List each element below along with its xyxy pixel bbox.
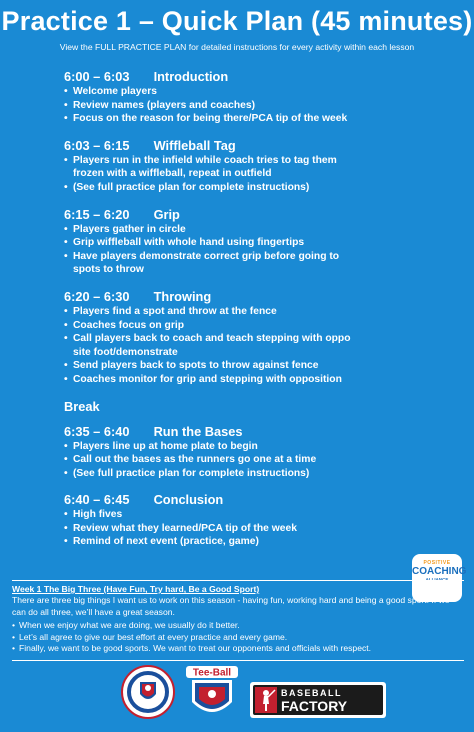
list-item: • (See full practice plan for complete instructions)	[64, 467, 353, 481]
section-introduction	[64, 68, 464, 126]
week-title: Week 1 The Big Three (Have Fun, Try hard, Be a Good Sport)	[12, 584, 260, 594]
section-time: 6:00 – 6:03	[64, 69, 130, 84]
logo-text: COACHING	[412, 566, 467, 577]
section-throwing	[64, 288, 464, 387]
section-conclusion	[64, 491, 464, 549]
section-header	[64, 423, 464, 440]
list-item: • Players line up at home plate to begin	[64, 440, 353, 454]
list-item: • Remind of next event (practice, game)	[64, 535, 353, 549]
tee-ball-logo	[184, 664, 240, 724]
section-time: 6:15 – 6:20	[64, 206, 130, 222]
baseball-factory-logo	[250, 682, 386, 718]
section-name: Wiffleball Tag	[153, 137, 236, 153]
section-time: 6:20 – 6:30	[64, 288, 130, 304]
list-item: • High fives	[64, 508, 353, 522]
list-item: • Coaches monitor for grip and stepping with opposition	[64, 373, 353, 387]
section-name: Grip	[153, 206, 180, 222]
section-name: Introduction	[153, 69, 229, 84]
list-item: • Call out the bases as the runners go one at a time	[64, 453, 353, 467]
logo-text: FACTORY	[281, 698, 348, 714]
week-intro: There are three big things I want us to work on this season - having fun, working hard and being a good sport. If we can do all three, we’ll have a great season.	[12, 595, 450, 617]
section-header	[64, 288, 464, 305]
list-item: • Coaches focus on grip	[64, 319, 353, 333]
section-header	[64, 68, 464, 85]
section-time: 6:03 – 6:15	[64, 137, 130, 153]
list-item: • Review what they learned/PCA tip of the week	[64, 522, 353, 536]
list-item: • Players run in the infield while coach tries to tag them frozen with a wiffleball, repeat in outfield	[64, 154, 353, 181]
list-item: • When we enjoy what we are doing, we usually do it better.	[12, 620, 464, 632]
bullet-list	[64, 85, 464, 126]
list-item: • Welcome players	[64, 85, 353, 99]
section-wiffleball-tag	[64, 137, 464, 195]
list-item: • Have players demonstrate correct grip before going to spots to throw	[64, 250, 353, 277]
list-item: • Review names (players and coaches)	[64, 99, 353, 113]
list-item: • Players find a spot and throw at the fence	[64, 305, 353, 319]
section-header	[64, 491, 464, 508]
section-name: Throwing	[153, 288, 212, 304]
list-item: • Finally, we want to be good sports. We want to treat our opponents and officials with respect.	[12, 643, 464, 655]
list-item: • Grip wiffleball with whole hand using fingertips	[64, 236, 353, 250]
page-subtitle: View the FULL PRACTICE PLAN for detailed instructions for every activity within each lesson	[59, 42, 415, 52]
logo-text: ALLIANCE	[425, 577, 449, 582]
divider	[12, 660, 464, 661]
bullet-list	[64, 508, 464, 549]
section-name: Run the Bases	[153, 423, 243, 439]
bullet-list	[64, 440, 464, 481]
bullet-list	[64, 223, 464, 277]
tee-ball-text: Tee-Ball	[192, 667, 232, 679]
section-header	[64, 137, 464, 154]
list-item: • Call players back to coach and teach stepping with oppo site foot/demonstrate	[64, 332, 353, 359]
section-name: Conclusion	[153, 492, 224, 508]
list-item: • Send players back to spots to throw against fence	[64, 359, 353, 373]
bullet-list	[64, 305, 464, 387]
schedule	[64, 68, 464, 560]
section-header	[64, 206, 464, 223]
break-label: Break	[64, 398, 100, 414]
section-grip	[64, 206, 464, 277]
batter-icon	[255, 687, 277, 713]
page-title: Practice 1 – Quick Plan (45 minutes)	[1, 6, 473, 36]
list-item: • (See full practice plan for complete instructions)	[64, 181, 353, 195]
week-box	[12, 580, 464, 655]
logo-text: POSITIVE	[423, 560, 451, 566]
section-run-the-bases	[64, 423, 464, 481]
section-time: 6:40 – 6:45	[64, 492, 130, 508]
tee-ball-emblem-icon	[184, 664, 240, 724]
bullet-list	[64, 154, 464, 195]
little-league-logo	[120, 664, 176, 720]
little-league-emblem-icon	[120, 664, 176, 720]
logo-text: BASEBALL	[281, 688, 342, 698]
week-bullet-list	[12, 620, 464, 655]
list-item: • Focus on the reason for being there/PCA tip of the week	[64, 112, 363, 126]
section-time: 6:35 – 6:40	[64, 423, 130, 439]
list-item: • Let’s all agree to give our best effort at every practice and every game.	[12, 632, 464, 644]
list-item: • Players gather in circle	[64, 223, 353, 237]
